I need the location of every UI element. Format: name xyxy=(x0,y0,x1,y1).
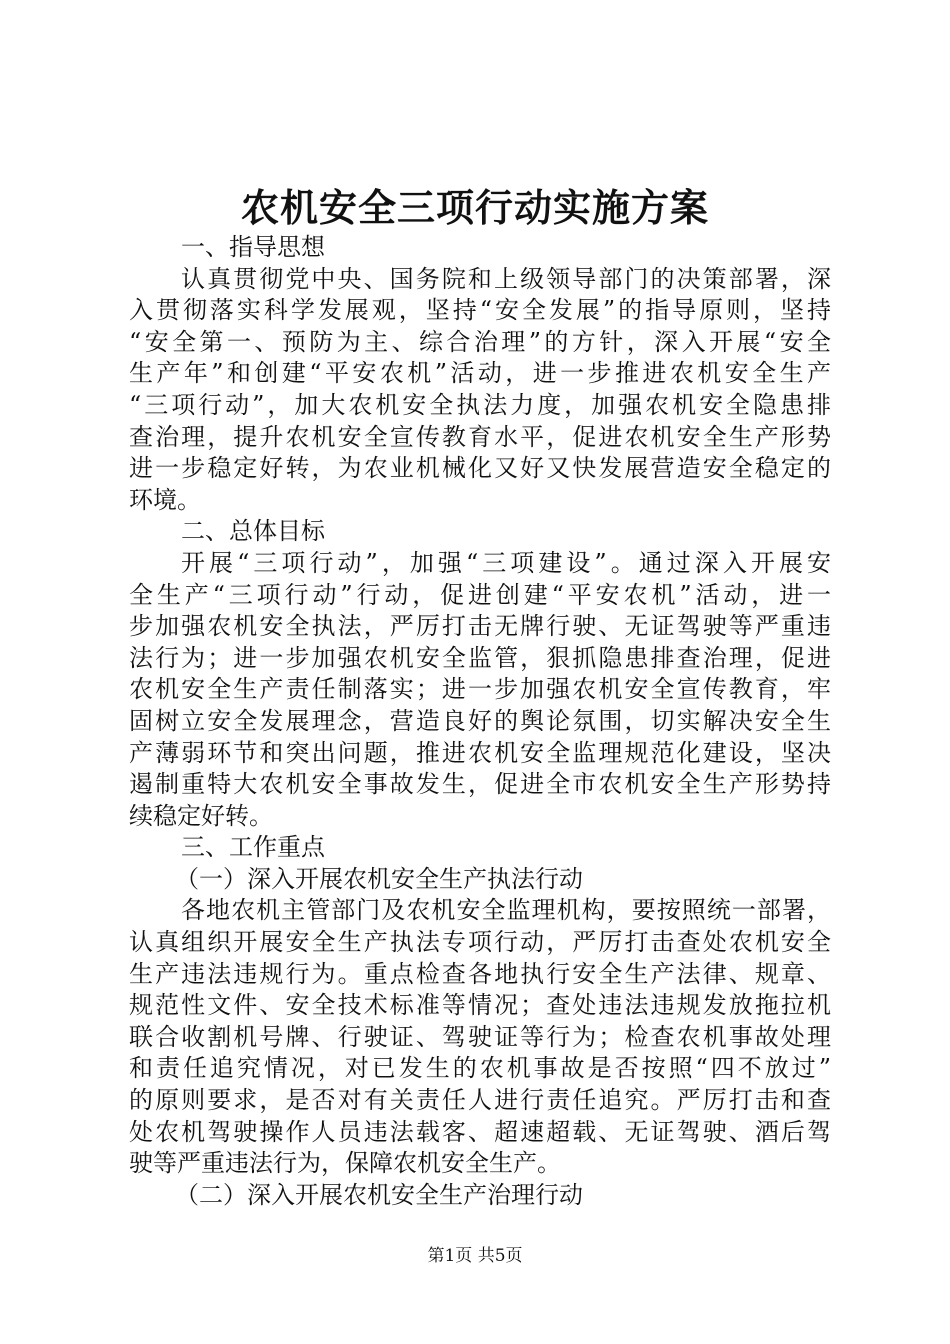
page-number-footer: 第1页 共5页 xyxy=(427,1246,523,1266)
paragraph-line: 全生产“三项行动”行动，促进创建“平安农机”活动，进一 xyxy=(129,580,831,609)
subsection-heading: （二）深入开展农机安全生产治理行动 xyxy=(175,1180,583,1209)
paragraph-line: 查治理，提升农机安全宣传教育水平，促进农机安全生产形势 xyxy=(129,422,831,451)
paragraph-line: 农机安全生产责任制落实；进一步加强农机安全宣传教育，牢 xyxy=(129,675,831,704)
paragraph-line: 法行为；进一步加强农机安全监管，狠抓隐患排查治理，促进 xyxy=(129,643,831,672)
paragraph-line: 环境。 xyxy=(129,485,201,514)
paragraph-line: 固树立安全发展理念，营造良好的舆论氛围，切实解决安全生 xyxy=(129,706,831,735)
paragraph-line: “安全第一、预防为主、综合治理”的方针，深入开展“安全 xyxy=(129,327,831,356)
paragraph-line: 联合收割机号牌、行驶证、驾驶证等行为；检查农机事故处理 xyxy=(129,1022,831,1051)
paragraph-line: 的原则要求，是否对有关责任人进行责任追究。严厉打击和查 xyxy=(129,1086,831,1115)
document-body xyxy=(129,232,831,1211)
paragraph-line: 入贯彻落实科学发展观，坚持“安全发展”的指导原则，坚持 xyxy=(129,296,831,325)
paragraph-line: 驶等严重违法行为，保障农机安全生产。 xyxy=(129,1149,561,1178)
paragraph-line: 各地农机主管部门及农机安全监理机构，要按照统一部署， xyxy=(181,896,831,925)
subsection-heading: （一）深入开展农机安全生产执法行动 xyxy=(175,864,583,893)
section-heading: 一、指导思想 xyxy=(181,233,325,261)
paragraph-line: 认真贯彻党中央、国务院和上级领导部门的决策部署，深 xyxy=(181,264,831,293)
paragraph-line: 生产年”和创建“平安农机”活动，进一步推进农机安全生产 xyxy=(129,359,831,388)
paragraph-line: 和责任追究情况，对已发生的农机事故是否按照“四不放过” xyxy=(129,1054,831,1083)
section-heading: 二、总体目标 xyxy=(181,517,325,546)
paragraph-line: 遏制重特大农机安全事故发生，促进全市农机安全生产形势持 xyxy=(129,770,831,799)
paragraph-line: 产薄弱环节和突出问题，推进农机安全监理规范化建设，坚决 xyxy=(129,738,831,767)
paragraph-line: 步加强农机安全执法，严厉打击无牌行驶、无证驾驶等严重违 xyxy=(129,612,831,641)
document-title: 农机安全三项行动实施方案 xyxy=(240,185,709,230)
paragraph-line: 进一步稳定好转，为农业机械化又好又快发展营造安全稳定的 xyxy=(129,454,831,483)
paragraph-line: 规范性文件、安全技术标准等情况；查处违法违规发放拖拉机 xyxy=(129,991,831,1020)
paragraph-line: 开展“三项行动”，加强“三项建设”。通过深入开展安 xyxy=(181,548,831,577)
paragraph-line: 处农机驾驶操作人员违法载客、超速超载、无证驾驶、酒后驾 xyxy=(129,1117,831,1146)
section-heading: 三、工作重点 xyxy=(181,833,325,862)
paragraph-line: 认真组织开展安全生产执法专项行动，严厉打击查处农机安全 xyxy=(129,928,831,957)
paragraph-line: 续稳定好转。 xyxy=(129,801,273,830)
paragraph-line: 生产违法违规行为。重点检查各地执行安全生产法律、规章、 xyxy=(129,959,831,988)
paragraph-line: “三项行动”，加大农机安全执法力度，加强农机安全隐患排 xyxy=(129,390,831,419)
